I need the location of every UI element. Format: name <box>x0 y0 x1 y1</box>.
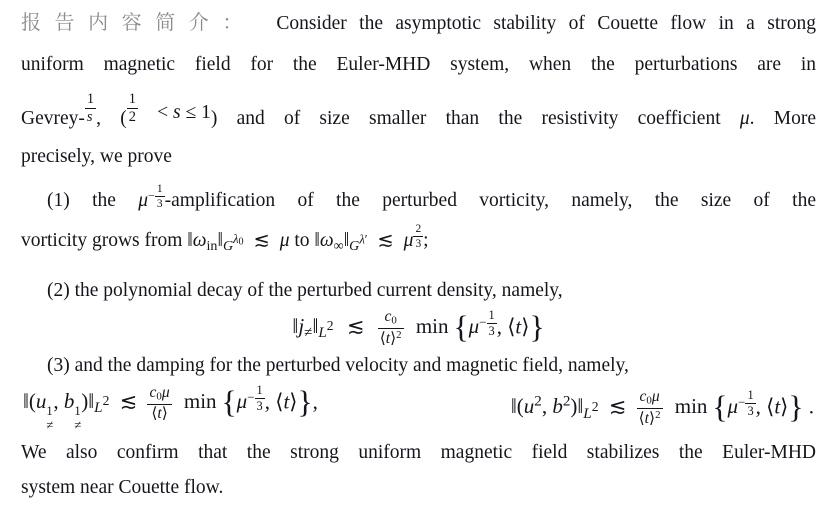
velocity-magnetic-formula-1 <box>23 384 318 433</box>
mu-power-minus-third <box>468 307 497 339</box>
L2-subscript <box>583 398 599 422</box>
angle-close: ⟩ <box>161 404 168 422</box>
lambda-symbol: λ <box>359 232 365 247</box>
L-symbol: L <box>583 405 592 422</box>
velocity-magnetic-formula-2 <box>511 389 814 428</box>
intro-line-2 <box>21 51 816 78</box>
gevrey-label: Gevrey- <box>21 107 85 129</box>
c-symbol: c <box>149 383 157 401</box>
angle-open: ⟨ <box>638 410 645 428</box>
exponent-two-thirds <box>413 223 423 250</box>
comma: , <box>53 389 59 414</box>
right-brace: } <box>529 309 545 344</box>
fraction-denominator: 2 <box>128 109 136 126</box>
script-G-symbol: G <box>349 237 360 254</box>
comma: , <box>496 314 502 339</box>
norm-bar: ‖ <box>187 229 193 251</box>
to-label: to <box>294 229 310 251</box>
fraction-numerator: 1 <box>85 92 96 109</box>
damping-formulas <box>21 384 816 433</box>
current-norm <box>292 314 334 342</box>
comma: , <box>312 389 318 414</box>
lesssim-symbol: ≲ <box>346 314 365 339</box>
t-symbol: t <box>644 410 649 428</box>
L-symbol: L <box>318 325 327 342</box>
lesssim-symbol: ≲ <box>119 389 138 414</box>
mu-symbol: μ <box>739 107 750 129</box>
c0-over-t2-fraction <box>378 309 404 347</box>
intro-line-4 <box>21 143 816 170</box>
t-symbol: t <box>515 314 522 339</box>
intro-line-1 <box>21 10 816 37</box>
prime-mark: ′ <box>364 232 368 247</box>
two-superscript: 2 <box>102 393 110 409</box>
mu-symbol: μ <box>161 383 170 401</box>
angle-t <box>766 394 788 418</box>
left-brace: { <box>453 309 469 344</box>
initial-vorticity-norm <box>187 229 244 254</box>
intro-line-3 <box>21 92 816 136</box>
item3-lead: (3) and the damping for the perturbed velocity and magnetic field, namely, <box>47 354 629 376</box>
item2-lead: (2) the polynomial decay of the perturbed current density, namely, <box>47 279 563 301</box>
item1-rest: -amplification of the perturbed vorticity, namely, the size of the <box>164 189 816 211</box>
zero-subscript: 0 <box>391 314 397 327</box>
norm-bar: ‖ <box>88 389 95 414</box>
fraction-numerator: 1 <box>747 387 754 402</box>
angle-open: ⟨ <box>507 314 516 339</box>
paren-and-text: ) and of size smaller than the resistivity coefficient <box>210 107 721 129</box>
two-superscript: 2 <box>326 318 334 334</box>
t-symbol: t <box>283 389 290 414</box>
mu-power-two-thirds <box>403 222 429 251</box>
right-brace: } <box>788 389 804 425</box>
two-superscript: 2 <box>591 398 599 414</box>
mu-symbol: μ <box>651 388 660 406</box>
exponent-minus-one-third <box>738 389 756 418</box>
period: . <box>808 394 814 419</box>
angle-t <box>275 389 297 413</box>
one-superscript: 1 <box>74 404 81 419</box>
conclusion-line-2 <box>21 474 816 501</box>
u-symbol: u <box>35 389 47 414</box>
norm-bar: ‖ <box>292 314 299 339</box>
min-operator: min <box>674 394 708 419</box>
angle-close: ⟩ <box>780 394 789 419</box>
fraction-numerator <box>147 385 171 405</box>
fraction-one-over-s <box>85 92 96 125</box>
intro-text-2: uniform magnetic field for the Euler-MHD system, when the perturbations are in <box>21 54 816 75</box>
one-superscript: 1 <box>46 404 53 419</box>
t-symbol: t <box>385 330 391 348</box>
mu-symbol: μ <box>403 229 414 251</box>
item2-line-1 <box>21 277 816 304</box>
fraction-denominator: 3 <box>415 237 422 250</box>
two-superscript: 2 <box>396 329 402 342</box>
fraction-one-third <box>155 183 165 210</box>
s-symbol: s <box>173 101 181 123</box>
fraction-numerator <box>378 309 404 329</box>
intro-text-1: Consider the asymptotic stability of Couette flow in a strong <box>276 13 817 34</box>
neq-subscript: ≠ <box>46 417 54 432</box>
fraction-numerator: 1 <box>155 183 165 197</box>
mu-symbol: μ <box>138 189 149 211</box>
fraction-one-third <box>255 384 265 413</box>
norm-bar: ‖ <box>217 229 223 251</box>
fraction-numerator: 1 <box>127 92 138 109</box>
leq-one: ≤ 1 <box>185 101 211 123</box>
fraction-denominator: s <box>86 109 93 126</box>
minus-sign: − <box>479 314 487 330</box>
two-superscript: 2 <box>534 393 542 410</box>
gevrey-space-subscript <box>349 232 368 254</box>
angle-open: ⟨ <box>275 389 284 414</box>
c-symbol: c <box>639 388 647 406</box>
script-G-symbol: G <box>222 237 234 254</box>
norm-bar: ‖ <box>577 394 584 419</box>
paren-close: ) <box>81 389 89 414</box>
b-symbol: b <box>552 394 563 419</box>
norm-bar: ‖ <box>23 389 29 414</box>
zero-subscript: 0 <box>646 395 652 408</box>
fraction-denominator <box>147 405 171 422</box>
current-density-formula <box>21 309 816 348</box>
angle-open: ⟨ <box>766 394 775 419</box>
L2-subscript <box>318 318 334 342</box>
minus-sign: − <box>148 188 155 203</box>
section-header-cn: 报告内容简介： <box>21 12 256 34</box>
two-superscript: 2 <box>562 393 571 410</box>
paren-open: ( <box>28 389 36 414</box>
exponent-minus-one-third <box>479 309 497 338</box>
t-symbol: t <box>157 404 162 422</box>
paren-open: ( <box>516 394 524 419</box>
comma: , <box>541 394 548 419</box>
lesssim-symbol: ≲ <box>608 394 627 419</box>
fraction-denominator <box>378 329 404 347</box>
c-symbol: c <box>384 308 392 326</box>
lambda-zero-superscript <box>233 232 244 246</box>
zero-subscript: 0 <box>238 236 244 248</box>
lesssim-symbol: ≲ <box>253 229 270 251</box>
comma: , <box>755 394 761 419</box>
zero-subscript: 0 <box>156 390 162 403</box>
mu-power-minus-third <box>236 382 265 414</box>
fraction-one-third <box>487 309 497 338</box>
lambda-prime-superscript <box>359 232 367 246</box>
angle-close: ⟩ <box>649 410 656 428</box>
right-brace: } <box>297 383 313 419</box>
fraction-denominator: 3 <box>256 398 263 413</box>
norm-bar: ‖ <box>510 394 517 419</box>
fraction-numerator: 2 <box>413 223 423 237</box>
item3-line-1 <box>21 352 816 379</box>
t-symbol: t <box>774 394 781 419</box>
fraction-denominator: 3 <box>156 197 163 210</box>
item1-line-1 <box>21 183 816 214</box>
fraction-numerator: 1 <box>256 382 263 397</box>
neq-subscript: ≠ <box>74 417 82 432</box>
final-vorticity-norm <box>314 229 368 254</box>
neq-subscript: ≠ <box>304 325 313 342</box>
minus-sign: − <box>738 394 746 410</box>
fraction-numerator <box>637 389 663 409</box>
gevrey-space-subscript <box>222 232 244 254</box>
u1-b1-norm <box>23 389 110 432</box>
angle-close: ⟩ <box>390 330 397 348</box>
mu-power-minus-third <box>727 387 756 419</box>
angle-open: ⟨ <box>379 330 386 348</box>
intro-tail: . More <box>749 107 816 129</box>
norm-bar: ‖ <box>343 229 350 251</box>
semicolon: ; <box>423 229 429 251</box>
c0mu-over-t2-fraction <box>637 389 663 427</box>
mu-symbol: μ <box>279 229 290 251</box>
item1-line-2 <box>21 223 816 262</box>
fraction-one-half <box>127 92 138 125</box>
L2-subscript <box>94 393 110 417</box>
angle-close: ⟩ <box>521 314 530 339</box>
intro-text-4: precisely, we prove <box>21 145 172 167</box>
conclusion-line-1 <box>21 439 816 466</box>
two-superscript: 2 <box>655 409 661 422</box>
omega-symbol: ω <box>192 229 207 251</box>
left-brace: { <box>221 383 237 419</box>
mu-symbol: μ <box>236 389 248 414</box>
fraction-two-thirds <box>413 223 423 250</box>
min-operator: min <box>183 389 217 414</box>
L-symbol: L <box>94 400 103 417</box>
s-range-condition <box>157 96 211 130</box>
norm-bar: ‖ <box>314 229 320 251</box>
min-operator: min <box>415 314 449 339</box>
fraction-numerator: 1 <box>488 307 495 322</box>
mu-power-minus-third <box>138 182 164 211</box>
exponent-minus-one-third <box>247 384 265 413</box>
fraction-one-third <box>745 389 755 418</box>
item1-lead: (1) the <box>47 189 116 211</box>
conclusion-text-1: We also confirm that the strong uniform magnetic field stabilizes the Euler-MHD <box>21 441 816 463</box>
less-than-sign: < <box>157 101 169 123</box>
angle-t <box>507 314 529 338</box>
fraction-denominator: 3 <box>747 403 754 418</box>
infinity-subscript: ∞ <box>333 237 344 254</box>
angle-open: ⟨ <box>151 404 158 422</box>
comma-paren: , ( <box>96 107 127 129</box>
comma: , <box>264 389 270 414</box>
lambda-symbol: λ <box>233 232 239 247</box>
exponent-minus-one-third <box>148 183 165 210</box>
angle-close: ⟩ <box>289 389 298 414</box>
u2-b2-norm <box>510 393 599 422</box>
fraction-denominator <box>637 409 663 427</box>
omega-symbol: ω <box>319 229 334 251</box>
left-brace: { <box>712 389 728 425</box>
norm-bar: ‖ <box>312 314 319 339</box>
lesssim-symbol: ≲ <box>377 229 394 251</box>
in-subscript: in <box>206 237 218 254</box>
conclusion-text-2: system near Couette flow. <box>21 476 224 498</box>
fraction-denominator: 3 <box>488 323 495 338</box>
paren-close: ) <box>570 394 578 419</box>
b-symbol: b <box>63 389 75 414</box>
item1-line2-lead: vorticity grows from <box>21 229 183 251</box>
u-symbol: u <box>523 394 535 419</box>
mu-symbol: μ <box>727 394 739 419</box>
mu-symbol: μ <box>468 314 480 339</box>
j-symbol: j <box>298 314 305 339</box>
minus-sign: − <box>247 389 255 405</box>
c0mu-over-t-fraction <box>147 385 171 422</box>
